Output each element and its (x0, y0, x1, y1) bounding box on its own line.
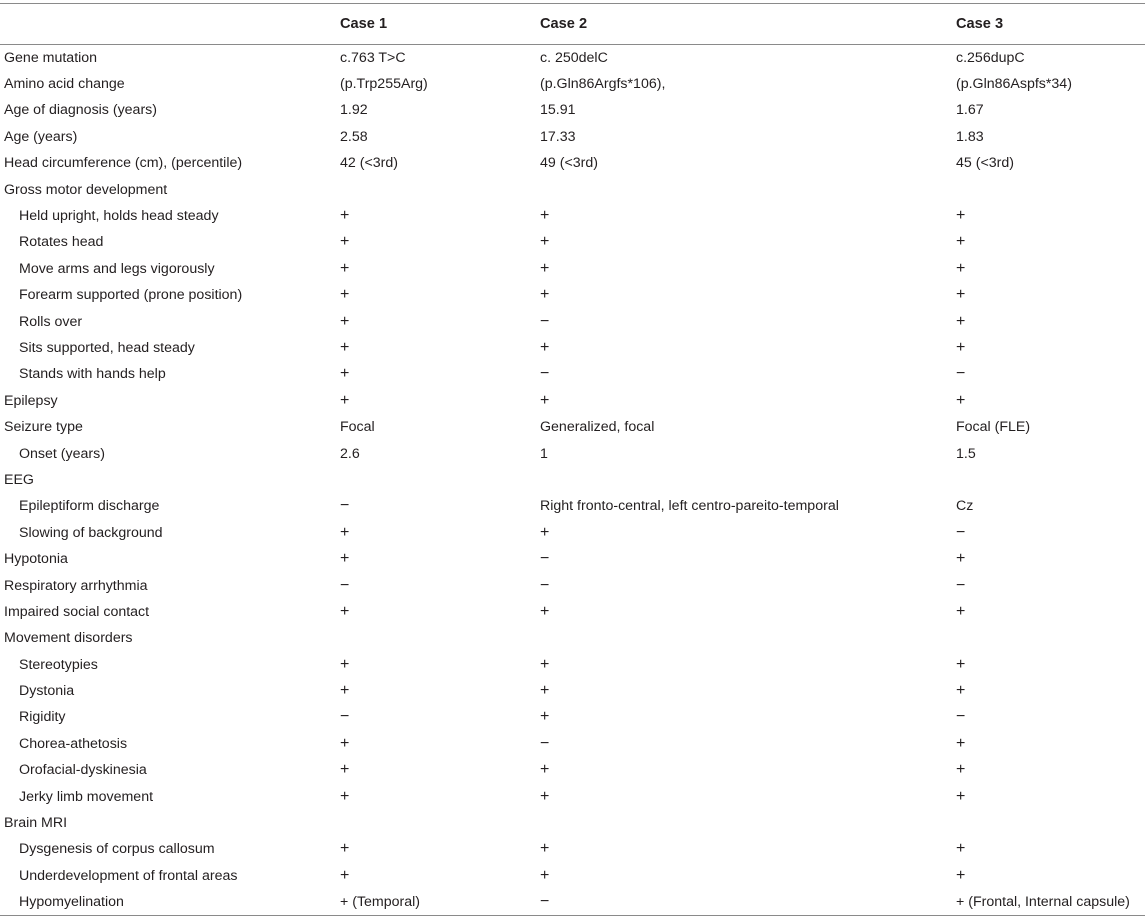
case-2-cell: + (540, 840, 550, 858)
case-1-cell: c.763 T>C (340, 49, 406, 66)
row-label: Sits supported, head steady (19, 339, 195, 356)
row-label: Amino acid change (4, 76, 125, 93)
row-label: Epilepsy (4, 392, 58, 409)
case-3-cell: 1.67 (956, 102, 984, 119)
case-2-cell: + (540, 602, 550, 620)
case-3-cell: (p.Gln86Aspfs*34) (956, 76, 1072, 93)
case-1-cell (340, 467, 540, 493)
table-row (0, 414, 1145, 440)
case-3-cell: − (956, 523, 966, 541)
table-row (0, 757, 1145, 783)
clinical-features-table (0, 3, 1145, 916)
case-1-cell: + (340, 259, 350, 277)
row-label: Epileptiform discharge (19, 498, 160, 515)
row-label: EEG (4, 471, 34, 488)
case-2-cell: + (540, 708, 550, 726)
case-2-cell: Right fronto-central, left centro-pareito-temporal (540, 498, 839, 515)
case-1-cell: + (340, 734, 350, 752)
case-2-cell (540, 810, 956, 836)
row-label: Hypotonia (4, 551, 68, 568)
case-1-cell (340, 176, 540, 202)
row-label: Dystonia (19, 683, 75, 700)
case-1-cell: + (340, 602, 350, 620)
case-3-cell (956, 176, 1145, 202)
case-2-cell: + (540, 787, 550, 805)
case-1-cell: 2.6 (340, 445, 360, 462)
row-label: Onset (years) (19, 445, 105, 462)
table-row (0, 836, 1145, 862)
table-row (0, 150, 1145, 176)
case-3-cell: + (956, 602, 966, 620)
case-3-cell: + (956, 840, 966, 858)
case-3-cell: + (Frontal, Internal capsule) (956, 889, 1145, 915)
table-row (0, 467, 1145, 493)
table-row (0, 203, 1145, 229)
row-label: Gross motor development (4, 181, 168, 198)
case-1-cell: + (340, 523, 350, 541)
header-feature (0, 4, 340, 45)
table-row (0, 229, 1145, 255)
row-label: Stands with hands help (19, 366, 166, 383)
table-row (0, 308, 1145, 334)
case-3-cell: + (956, 550, 966, 568)
case-1-cell: (p.Trp255Arg) (340, 76, 428, 93)
case-3-cell: − (956, 576, 966, 594)
row-label: Gene mutation (4, 49, 98, 66)
table-row (0, 651, 1145, 677)
case-1-cell: − (340, 497, 350, 515)
case-1-cell: + (340, 286, 350, 304)
case-2-cell: + (540, 761, 550, 779)
case-1-cell: + (340, 655, 350, 673)
table-row (0, 863, 1145, 889)
case-2-cell: − (540, 312, 550, 330)
case-1-cell: + (340, 866, 350, 884)
case-3-cell: + (956, 207, 966, 225)
row-label: Dysgenesis of corpus callosum (19, 841, 215, 858)
case-3-cell (956, 467, 1145, 493)
table-row (0, 625, 1145, 651)
case-3-cell: + (956, 682, 966, 700)
case-1-cell: + (340, 761, 350, 779)
case-2-cell: + (540, 286, 550, 304)
case-2-cell: 17.33 (540, 128, 576, 145)
case-3-cell: c.256dupC (956, 49, 1025, 66)
case-2-cell: − (540, 576, 550, 594)
case-2-cell: (p.Gln86Argfs*106), (540, 76, 666, 93)
case-3-cell: + (956, 259, 966, 277)
case-2-cell: Generalized, focal (540, 419, 655, 436)
case-3-cell: + (956, 761, 966, 779)
case-3-cell: + (956, 866, 966, 884)
table-row (0, 889, 1145, 915)
row-label: Rotates head (19, 234, 104, 251)
table-row (0, 71, 1145, 97)
case-1-cell: + (340, 550, 350, 568)
case-3-cell: − (956, 708, 966, 726)
row-label: Move arms and legs vigorously (19, 260, 215, 277)
table-row (0, 440, 1145, 466)
case-1-cell: + (340, 365, 350, 383)
case-2-cell: + (540, 259, 550, 277)
case-2-cell: + (540, 655, 550, 673)
table-row (0, 520, 1145, 546)
case-2-cell: − (540, 734, 550, 752)
table-row (0, 45, 1145, 71)
case-2-cell: − (540, 550, 550, 568)
row-label: Head circumference (cm), (percentile) (4, 155, 243, 172)
case-3-cell: + (956, 655, 966, 673)
case-1-cell: 2.58 (340, 128, 368, 145)
row-label: Rolls over (19, 313, 83, 330)
header-case-2: Case 2 (540, 4, 956, 45)
case-1-cell: + (340, 787, 350, 805)
case-2-cell: + (540, 391, 550, 409)
case-2-cell: c. 250delC (540, 49, 608, 66)
row-label: Forearm supported (prone position) (19, 287, 243, 304)
case-3-cell: Focal (FLE) (956, 419, 1031, 436)
case-2-cell: + (540, 866, 550, 884)
case-3-cell: + (956, 338, 966, 356)
table-row (0, 546, 1145, 572)
header-case-1: Case 1 (340, 4, 540, 45)
case-2-cell: − (540, 365, 550, 383)
case-1-cell: − (340, 708, 350, 726)
case-1-cell: + (Temporal) (340, 889, 540, 915)
case-3-cell: − (956, 365, 966, 383)
case-1-cell: Focal (340, 419, 375, 436)
case-2-cell: + (540, 207, 550, 225)
row-label: Age of diagnosis (years) (4, 102, 157, 119)
table-row (0, 572, 1145, 598)
row-label: Held upright, holds head steady (19, 208, 219, 225)
table-row (0, 599, 1145, 625)
case-1-cell: + (340, 312, 350, 330)
case-1-cell: 1.92 (340, 102, 368, 119)
table-body (0, 45, 1145, 916)
row-label: Hypomyelination (0, 889, 340, 915)
row-label: Age (years) (4, 128, 78, 145)
table-row (0, 388, 1145, 414)
table-row (0, 256, 1145, 282)
case-1-cell (340, 810, 540, 836)
row-label: Jerky limb movement (19, 788, 154, 805)
case-3-cell (956, 625, 1145, 651)
table-row (0, 282, 1145, 308)
case-3-cell: + (956, 233, 966, 251)
case-3-cell: 1.83 (956, 128, 984, 145)
table-row (0, 176, 1145, 202)
row-label: Respiratory arrhythmia (4, 577, 148, 594)
table-row (0, 783, 1145, 809)
case-1-cell (340, 625, 540, 651)
case-3-cell: + (956, 787, 966, 805)
case-3-cell: 45 (<3rd) (956, 155, 1014, 172)
table-row (0, 335, 1145, 361)
row-label: Slowing of background (19, 524, 163, 541)
case-3-cell: + (956, 391, 966, 409)
table-row (0, 678, 1145, 704)
header-case-3: Case 3 (956, 4, 1145, 45)
row-label: Stereotypies (19, 656, 98, 673)
table-row (0, 97, 1145, 123)
table-row (0, 124, 1145, 150)
case-1-cell: + (340, 338, 350, 356)
table-header-row (0, 4, 1145, 45)
row-label: Orofacial-dyskinesia (19, 762, 147, 779)
row-label: Rigidity (19, 709, 66, 726)
case-2-cell: 49 (<3rd) (540, 155, 598, 172)
case-3-cell: + (956, 286, 966, 304)
case-3-cell: 1.5 (956, 445, 976, 462)
row-label: Seizure type (4, 419, 83, 436)
case-1-cell: − (340, 576, 350, 594)
case-3-cell: + (956, 734, 966, 752)
case-1-cell: + (340, 840, 350, 858)
table-row (0, 361, 1145, 387)
case-3-cell: + (956, 312, 966, 330)
row-label: Movement disorders (4, 630, 133, 647)
case-1-cell: + (340, 682, 350, 700)
case-2-cell (540, 467, 956, 493)
table-row (0, 810, 1145, 836)
row-label: Chorea-athetosis (19, 735, 128, 752)
table-row (0, 704, 1145, 730)
case-2-cell: + (540, 682, 550, 700)
case-3-cell (956, 810, 1145, 836)
row-label: Underdevelopment of frontal areas (19, 867, 238, 884)
table-row (0, 731, 1145, 757)
case-3-cell: Cz (956, 498, 974, 515)
case-2-cell: − (540, 889, 956, 915)
case-1-cell: + (340, 207, 350, 225)
case-2-cell: + (540, 338, 550, 356)
case-1-cell: + (340, 391, 350, 409)
case-1-cell: + (340, 233, 350, 251)
case-2-cell (540, 176, 956, 202)
table-row (0, 493, 1145, 519)
case-1-cell: 42 (<3rd) (340, 155, 398, 172)
case-2-cell: 1 (540, 445, 548, 462)
row-label: Impaired social contact (4, 603, 150, 620)
case-2-cell: + (540, 233, 550, 251)
row-label: Brain MRI (4, 815, 68, 832)
case-2-cell (540, 625, 956, 651)
case-2-cell: 15.91 (540, 102, 576, 119)
case-2-cell: + (540, 523, 550, 541)
